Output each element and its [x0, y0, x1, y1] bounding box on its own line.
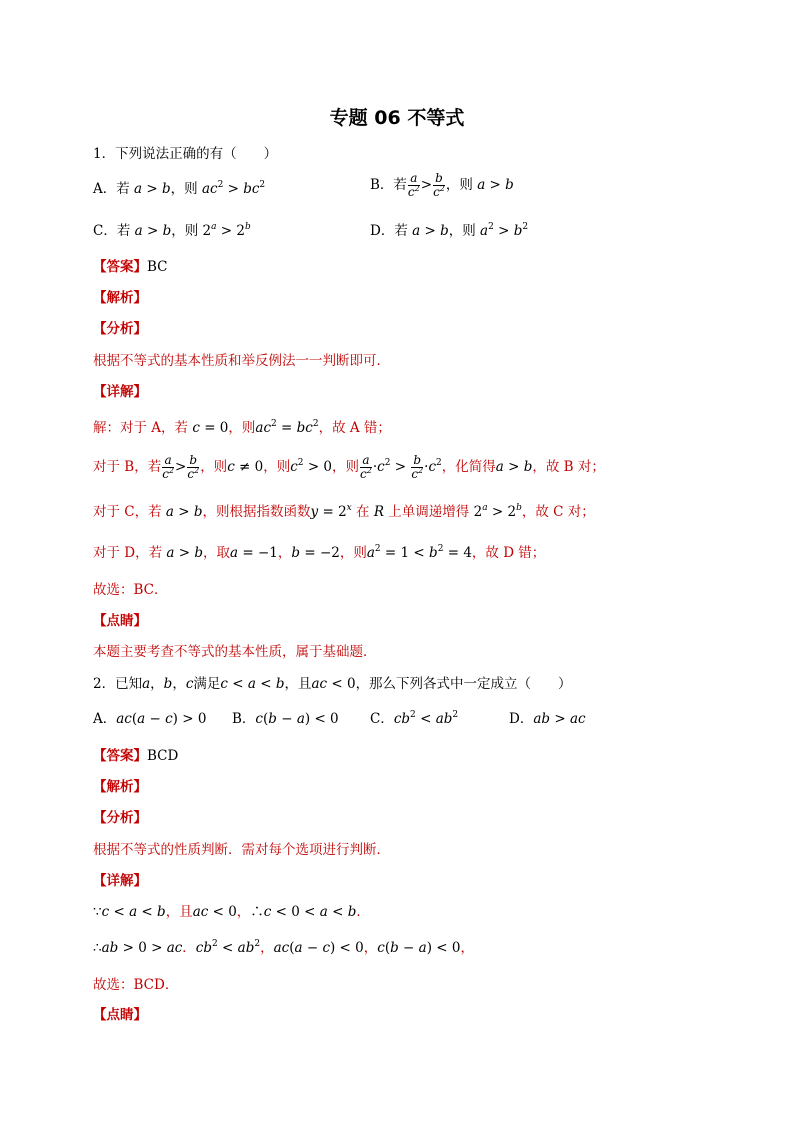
- q1-detail-b: 对于 B，若 $\frac{a}{c^2}$ > $\frac{b}{c^2}$ ，则c ≠ 0，则$c^2 > 0$，则 $\frac{a}{c^2}$ $\cdot c^2$ > $\frac{b}{c^2}$ $\cdot c^2$，化简得a > b，故 B 对；: [93, 453, 605, 481]
- q2-conclusion: 故选：BCD．: [93, 977, 179, 993]
- q2-option-c: C．$cb^2 < ab^2$: [370, 710, 459, 727]
- q2-detail-2: ∴ab > 0 > ac．$cb^2 < ab^2$，ac(a − c) < 0，c(b − a) < 0，: [93, 939, 474, 956]
- q2-answer: 【答案】BCD: [93, 748, 179, 764]
- q1-dianjing-text: 本题主要考查不等式的基本性质，属于基础题．: [93, 644, 377, 660]
- q1-option-a: A．若 a > b，则 $ac^2 > bc^2$: [93, 180, 266, 197]
- q1-answer: 【答案】BC: [93, 259, 168, 275]
- q1-jiexi-heading: 【解析】: [93, 290, 147, 306]
- q2-detail-1: ∵c < a < b，且ac < 0，∴c < 0 < a < b．: [93, 904, 370, 920]
- q2-dianjing-heading: 【点睛】: [93, 1007, 147, 1023]
- q1-detail-d: 对于 D，若 a > b，取a = −1，b = −2，则$a^2 = 1 < b^2 = 4$，故 D 错；: [93, 544, 546, 561]
- q1-detail-c: 对于 C，若 a > b，则根据指数函数$y = 2^x$ 在 R 上单调递增得 $2^a > 2^b$，故 C 对；: [93, 503, 595, 520]
- q2-option-b: B．c(b − a) < 0: [232, 711, 339, 727]
- q2-fenxi-heading: 【分析】: [93, 810, 147, 826]
- q1-detail-a: 解：对于 A，若 c = 0，则$ac^2 = bc^2$，故 A 错；: [93, 419, 391, 436]
- q2-fenxi-text: 根据不等式的性质判断．需对每个选项进行判断．: [93, 842, 390, 858]
- q1-fenxi-heading: 【分析】: [93, 321, 147, 337]
- q1-option-b: B．若 $\frac{a}{c^2}$ > $\frac{b}{c^2}$ ，则 a > b: [370, 171, 514, 199]
- q1-fenxi-text: 根据不等式的基本性质和举反例法一一判断即可．: [93, 353, 390, 369]
- q2-stem: 2．已知a，b，c满足c < a < b，且ac < 0，那么下列各式中一定成立（ ）: [93, 676, 572, 692]
- q1-option-c: C．若 a > b，则 $2^a > 2^b$: [93, 222, 251, 239]
- q1-conclusion: 故选：BC．: [93, 582, 168, 598]
- q2-option-d: D．ab > ac: [509, 711, 586, 727]
- q2-option-a: A．ac(a − c) > 0: [93, 711, 207, 727]
- q1-xiangjie-heading: 【详解】: [93, 384, 147, 400]
- q2-jiexi-heading: 【解析】: [93, 779, 147, 795]
- q1-option-d: D．若 a > b，则 $a^2 > b^2$: [370, 222, 529, 239]
- q2-xiangjie-heading: 【详解】: [93, 873, 147, 889]
- q1-stem: 1．下列说法正确的有（ ）: [93, 146, 278, 162]
- page-title: 专题 06 不等式: [329, 107, 465, 129]
- q1-dianjing-heading: 【点睛】: [93, 613, 147, 629]
